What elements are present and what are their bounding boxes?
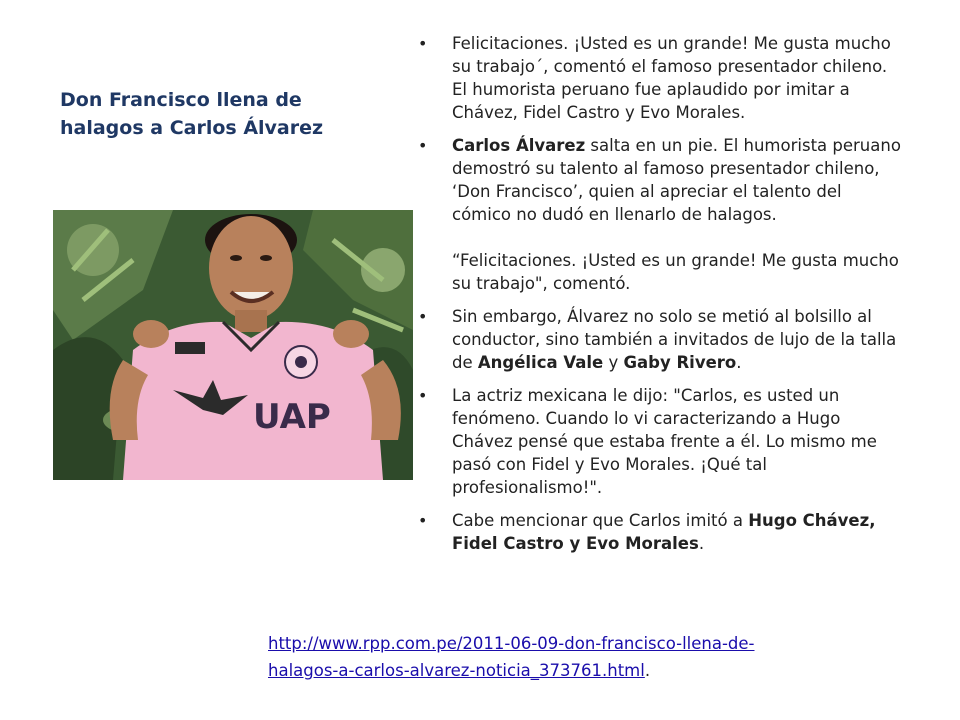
bullet-list: [416, 32, 904, 565]
photo-illustration: [53, 210, 413, 480]
source-link-line2: halagos-a-carlos-alvarez-noticia_373761.html: [268, 661, 645, 680]
bullet-quote: “Felicitaciones. ¡Usted es un grande! Me gusta mucho su trabajo", comentó.: [452, 251, 899, 293]
bullet-bold-name: Gaby Rivero: [623, 353, 737, 372]
source-link[interactable]: [268, 634, 755, 680]
bullet-item: [416, 384, 904, 499]
bullet-text: La actriz mexicana le dijo: "Carlos, es usted un fenómeno. Cuando lo vi caracterizando a Hugo Chávez pensé que estaba frente a él. Lo mismo me pasó con Fidel y Evo Morales. ¡Qué tal profesionalismo!".: [452, 386, 877, 497]
bullet-dot: •: [418, 307, 428, 326]
bullet-bold-name: Carlos Álvarez: [452, 136, 586, 155]
source-citation: [268, 630, 888, 684]
bullet-dot: •: [418, 136, 428, 155]
photo-carlos-alvarez: [53, 210, 413, 480]
bullet-text: salta en un pie. El humorista peruano demostró su talento al famoso presentador chileno, ‘Don Francisco’, quien al apreciar el talento del cómico no dudó en llenarlo de halagos.: [452, 136, 901, 224]
bullet-bold-name: Angélica Vale: [477, 353, 604, 372]
bullet-item: [416, 134, 904, 295]
bullet-text: Felicitaciones. ¡Usted es un grande! Me gusta mucho su trabajo´, comentó el famoso presentador chileno. El humorista peruano fue aplaudido por imitar a Chávez, Fidel Castro y Evo Morales.: [452, 34, 891, 122]
bullet-text: .: [736, 353, 742, 372]
bullet-dot: •: [418, 34, 428, 53]
svg-text:UAP: UAP: [253, 397, 331, 437]
bullet-item: [416, 305, 904, 374]
source-trailing: .: [644, 661, 651, 680]
bullet-dot: •: [418, 386, 428, 405]
slide-title: Don Francisco llena de halagos a Carlos Álvarez: [60, 89, 324, 139]
bullet-bold-names: Hugo Chávez, Fidel Castro y Evo Morales: [452, 511, 876, 553]
source-link-line1: http://www.rpp.com.pe/2011-06-09-don-francisco-llena-de-: [268, 634, 755, 653]
bullet-text: Sin embargo, Álvarez no solo se metió al bolsillo al conductor, sino también a invitados de lujo de la talla de: [452, 307, 897, 372]
bullet-item: [416, 32, 904, 124]
bullet-text: y: [603, 353, 624, 372]
bullet-item: [416, 509, 904, 555]
bullet-text: .: [698, 534, 705, 553]
bullet-text: Cabe mencionar que Carlos imitó a: [452, 511, 749, 530]
bullet-dot: •: [418, 511, 428, 530]
